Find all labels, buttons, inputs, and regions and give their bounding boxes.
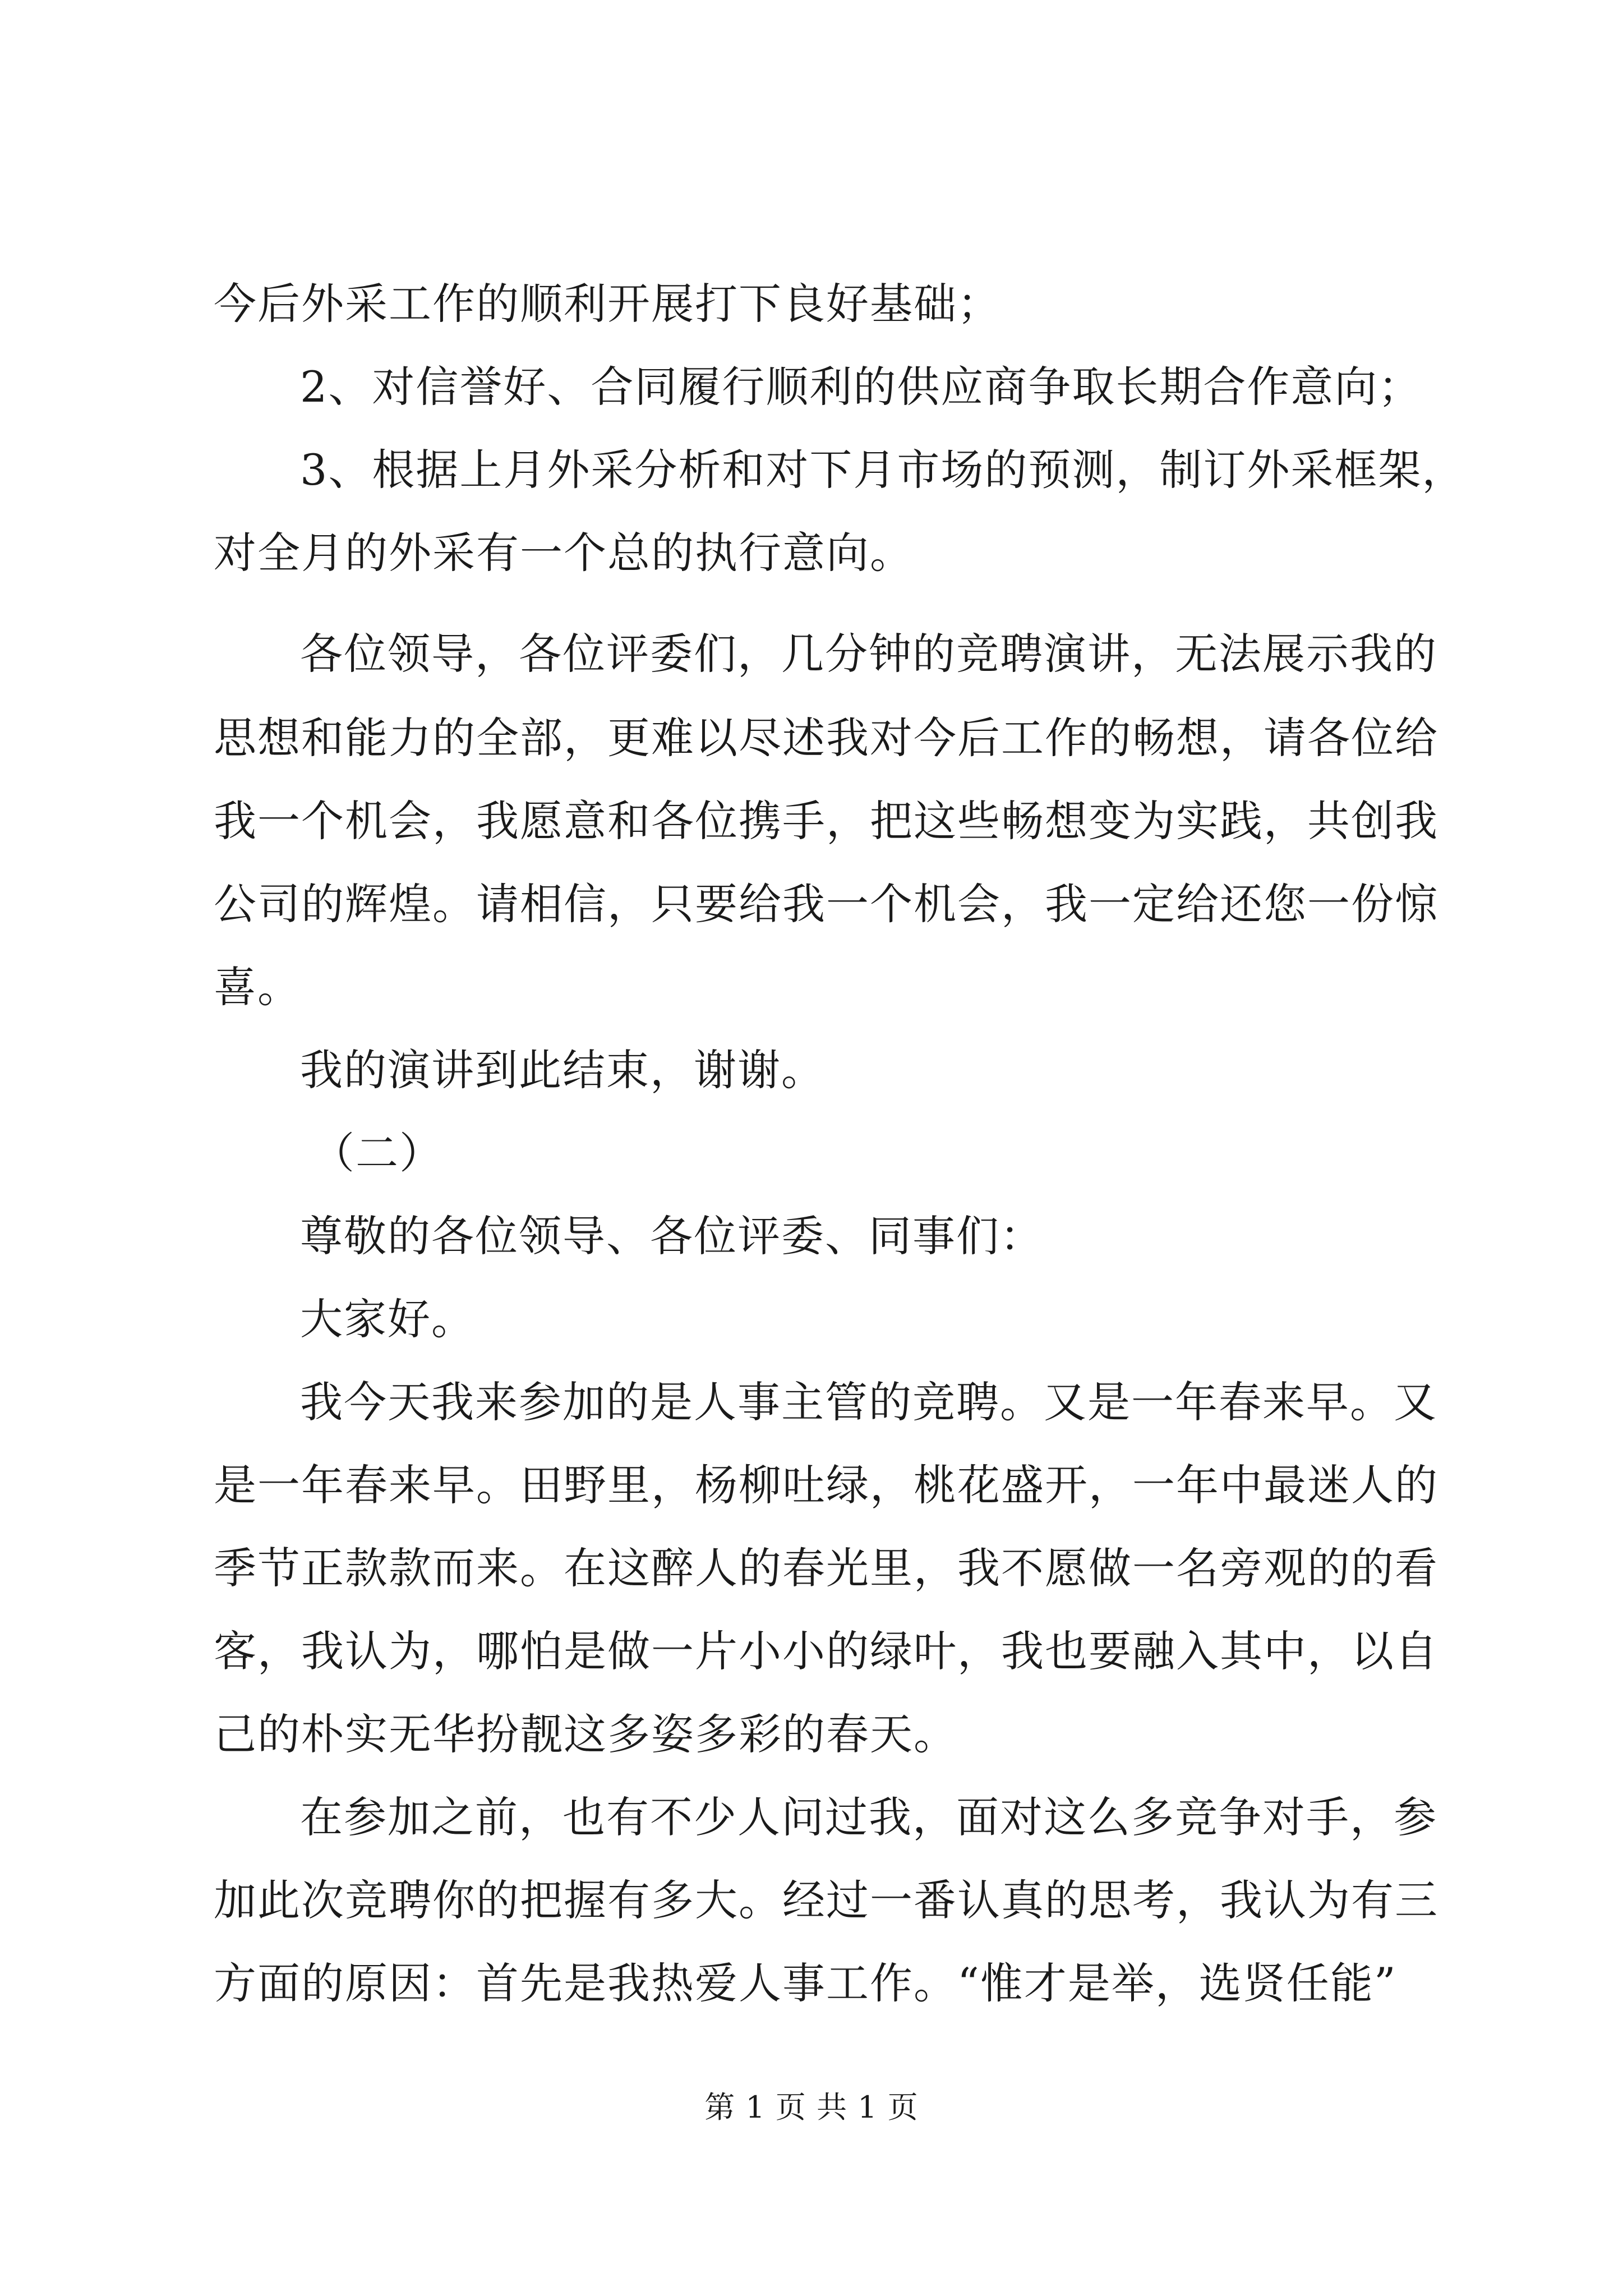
text-line: 方面的原因：首先是我热爱人事工作。“惟才是举，选贤任能” — [214, 1958, 1397, 2008]
page-footer: 第 1 页 共 1 页 — [704, 2090, 919, 2125]
closing-line: 我的演讲到此结束，谢谢。 — [300, 1045, 825, 1095]
section-heading: （二） — [312, 1128, 443, 1178]
salutation: 尊敬的各位领导、各位评委、同事们： — [300, 1211, 1044, 1261]
text-line: 季节正款款而来。在这醉人的春光里，我不愿做一名旁观的的看 — [214, 1543, 1438, 1593]
text-line: 是一年春来早。田野里，杨柳吐绿，桃花盛开，一年中最迷人的 — [214, 1460, 1438, 1510]
paragraph-start: 在参加之前，也有不少人问过我，面对这么多竞争对手，参 — [300, 1792, 1437, 1842]
list-item-2: 2、对信誉好、合同履行顺利的供应商争取长期合作意向； — [300, 362, 1422, 412]
text-line: 公司的辉煌。请相信，只要给我一个机会，我一定给还您一份惊 — [214, 879, 1438, 929]
list-item-3: 3、根据上月外采分析和对下月市场的预测，制订外采框架， — [300, 445, 1466, 495]
text-line: 思想和能力的全部，更难以尽述我对今后工作的畅想，请各位给 — [214, 713, 1438, 763]
text-line: 今后外采工作的顺利开展打下良好基础； — [214, 279, 1001, 329]
text-line: 己的朴实无华扮靓这多姿多彩的春天。 — [214, 1709, 957, 1759]
greeting: 大家好。 — [300, 1294, 475, 1344]
paragraph-start: 我今天我来参加的是人事主管的竞聘。又是一年春来早。又 — [300, 1377, 1437, 1427]
text-line: 喜。 — [214, 962, 301, 1012]
text-line: 客，我认为，哪怕是做一片小小的绿叶，我也要融入其中，以自 — [214, 1626, 1438, 1676]
text-line: 加此次竞聘你的把握有多大。经过一番认真的思考，我认为有三 — [214, 1875, 1438, 1925]
paragraph-start: 各位领导，各位评委们，几分钟的竞聘演讲，无法展示我的 — [300, 629, 1437, 679]
text-line: 我一个机会，我愿意和各位携手，把这些畅想变为实践，共创我 — [214, 796, 1438, 846]
text-line: 对全月的外采有一个总的执行意向。 — [214, 528, 914, 578]
